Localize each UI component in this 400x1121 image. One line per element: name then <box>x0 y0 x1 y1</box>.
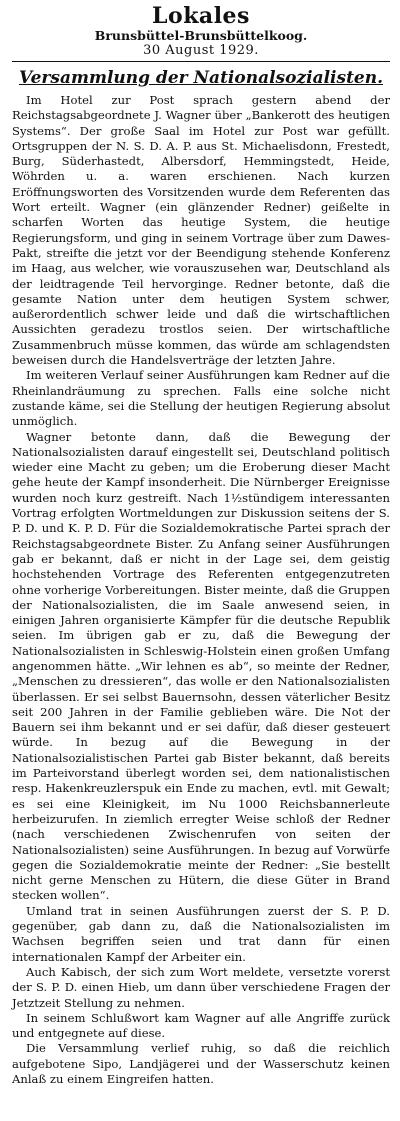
article-paragraph: Auch Kabisch, der sich zum Wort meldete, versetzte vorerst der S. P. D. einen Hieb, um dann über verschiedene Fragen der Jetztzeit Stellung zu nehmen. <box>12 964 390 1010</box>
article-body <box>12 93 390 1087</box>
article-paragraph: Im Hotel zur Post sprach gestern abend der Reichstagsabgeordnete J. Wagner über „Bankerott des heutigen Systems“. Der große Saal im Hotel zur Post war gefüllt. Ortsgruppen der N. S. D. A. P. aus St. Michaelisdonn, Frestedt, Burg, Süderhastedt, Albersdorf, Hemmingstedt, Heide, Wöhrden u. a. waren erschienen. Nach kurzen Eröffnungsworten des Vorsitzenden wurde dem Referenten das Wort erteilt. Wagner (ein glänzender Redner) geißelte in scharfen Worten das heutige System, die heutige Regierungsform, und ging in seinem Vortrage über zum Dawes-Pakt, streifte die jetzt vor der Beendigung stehende Konferenz im Haag, aus welcher, wie vorauszusehen war, Deutschland als der leidtragende Teil hervorginge. Redner betonte, daß die gesamte Nation unter dem heutigen System schwer, außerordentlich schwer leide und daß die wirtschaftlichen Aussichten geradezu trostlos seien. Der wirtschaftliche Zusammenbruch müsse kommen, das würde am schlagendsten beweisen durch die Handelsverträge der letzten Jahre. <box>12 93 390 368</box>
article-paragraph: Wagner betonte dann, daß die Bewegung der Nationalsozialisten darauf eingestellt sei, Deutschland politisch wieder eine Macht zu geben; um die Eroberung dieser Macht gehe heute der Kampf insonderheit. Die Nürnberger Ereignisse wurden noch kurz gestreift. Nach 1½stündigem interessanten Vortrag erfolgten Wortmeldungen zur Diskussion seitens der S. P. D. und K. P. D. Für die Sozialdemokratische Partei sprach der Reichstagsabgeordnete Bister. Zu Anfang seiner Ausführungen gab er bekannt, daß er nicht in der Lage sei, dem geistig hochstehenden Vortrage des Referenten entgegenzutreten ohne vorherige Vorbereitungen. Bister meinte, daß die Gruppen der Nationalsozialisten, die im Saale anwesend seien, in einigen Jahren organisierte Kämpfer für die deutsche Republik seien. Im übrigen gab er zu, daß die Bewegung der Nationalsozialisten in Schleswig-Holstein einen großen Umfang angenommen hätte. „Wir lehnen es ab“, so meinte der Redner, „Menschen zu dressieren“, das wolle er den Nationalsozialisten überlassen. Er sei selbst Bauernsohn, dessen väterlicher Besitz seit 200 Jahren in der Familie geblieben wäre. Die Not der Bauern sei ihm bekannt und er sei dafür, daß dieser gesteuert würde. In bezug auf die Bewegung in der Nationalsozialistischen Partei gab Bister bekannt, daß bereits im Parteivorstand überlegt worden sei, dem nationalistischen resp. Hakenkreuzlerspuk ein Ende zu machen, evtl. mit Gewalt; es sei eine Kleinigkeit, im Nu 1000 Reichsbannerleute herbeizurufen. In ziemlich erregter Weise schloß der Redner (nach verschiedenen Zwischenrufen von seiten der Nationalsozialisten) seine Ausführungen. In bezug auf Vorwürfe gegen die Sozialdemokratie meinte der Redner: „Sie bestellt nicht gerne Menschen zu Hütern, die diese Güter in Brand stecken wollen“. <box>12 429 390 903</box>
article-paragraph: In seinem Schlußwort kam Wagner auf alle Angriffe zurück und entgegnete auf diese. <box>12 1010 390 1041</box>
article-paragraph: Umland trat in seinen Ausführungen zuerst der S. P. D. gegenüber, gab dann zu, daß die Nationalsozialisten im Wachsen begriffen seien und trat dann für einen internationalen Kampf der Arbeiter ein. <box>12 903 390 964</box>
article-paragraph: Im weiteren Verlauf seiner Ausführungen kam Redner auf die Rheinlandräumung zu sprechen. Falls eine solche nicht zustande käme, sei die Stellung der heutigen Regierung absolut unmöglich. <box>12 368 390 429</box>
divider <box>12 61 390 62</box>
article-paragraph: Die Versammlung verlief ruhig, so daß die reichlich aufgebotene Sipo, Landjägerei und der Wasserschutz keinen Anlaß zu einem Eingreifen hatten. <box>12 1041 390 1086</box>
article-date: 30 August 1929. <box>143 43 259 58</box>
dateline: Brunsbüttel-Brunsbüttelkoog. <box>94 28 308 43</box>
article-headline: Versammlung der Nationalsozialisten. <box>18 68 384 88</box>
section-title: Lokales <box>152 3 250 29</box>
